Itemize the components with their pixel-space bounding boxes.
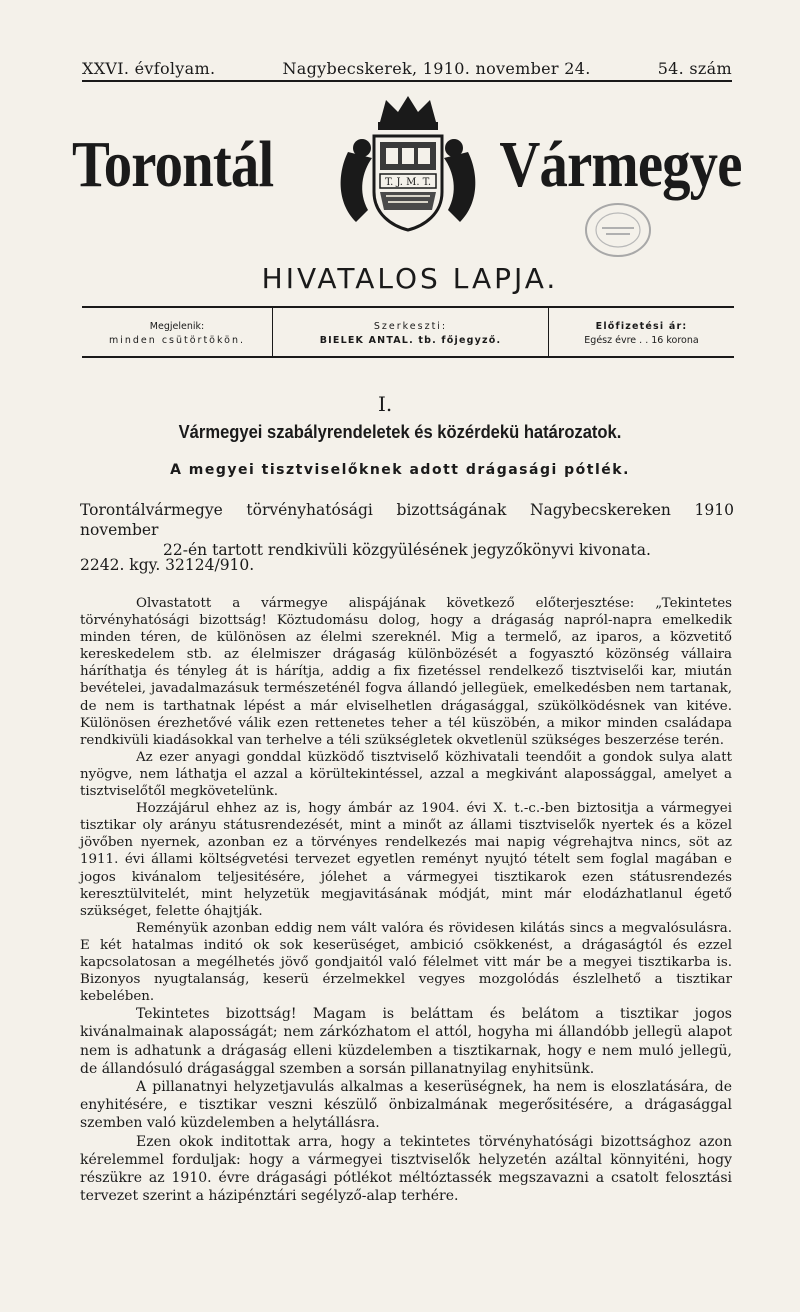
appears-column [82,308,272,356]
publication-info [82,306,734,358]
paragraph: Reményük azonban eddig nem vált valóra és rövidesen kilátás sincs a megvalósulásra. E két hatalmas inditó ok sok keserüséget, ambició csökkenést, a drágaságtól és ezzel kapcsolatosan a megélhetés jövő gondjaitól való félelmet vitt már be a megyei tisztikarba is. Bizonyos nyugtalanság, keserü érzelmekkel vegyes mozgolódás észlelhető a tisztikar kebelében. [80,920,732,1005]
header-line [82,54,732,82]
library-stamp-icon [582,200,654,260]
subscription-column [548,308,734,356]
place-date: Nagybecskerek, 1910. november 24. [282,59,591,78]
coat-of-arms-icon [328,92,488,232]
section-heading: Vármegyei szabályrendeletek és közérdekü határozatok. [178,422,622,442]
paragraph: Az ezer anyagi gonddal küzködő tisztviselő közhivatali teendőit a gondok sulya alatt nyögve, nem láthatja el azzal a körültekintéssel, azzal a megkivánt alapossággal, amelyet a tisztviselőtől megkövetelünk. [80,749,732,800]
appears-value: minden csütörtökön. [108,335,246,346]
paragraph: A pillanatnyi helyzetjavulás alkalmas a keserüségnek, ha nem is eloszlatására, de enyhitésére, e tisztikar veszni készülő önbizalmának megerősitésére, a drágasággal szemben való küzdelemben a helytállásra. [80,1079,732,1132]
volume-number: XXVI. évfolyam. [82,59,216,78]
editor-value: BIELEK ANTAL. tb. főjegyző. [319,335,502,346]
masthead-subtitle: HIVATALOS LAPJA. [261,262,559,295]
article-subheading: A megyei tisztviselőknek adott drágasági pótlék. [170,462,630,478]
intro-line-1: Torontálvármegye törvényhatósági bizottságának Nagybecskereken 1910 november [80,501,734,539]
editor-column [272,308,548,356]
editor-label: Szerkeszti: [373,321,448,332]
intro-text [80,500,734,560]
appears-label: Megjelenik: [149,321,205,332]
title-left: Torontál [72,128,274,201]
intro-line-2: 22-én tartott rendkivüli közgyülésének jegyzőkönyvi kivonata. [163,541,651,559]
reference-number: 2242. kgy. 32124/910. [80,556,255,574]
subscription-value: Egész évre . . 16 korona [584,335,699,346]
paragraph: Olvastatott a vármegye alispájának következő előterjesztése: „Tekintetes törvényhatósági bizottság! Köztudomásu dolog, hogy a drágaság napról-napra emelkedik minden téren, de különösen az élelmi szereknél. Mig a termelő, az iparos, a közvetitő kereskedelem stb. az élelmiszer drágaság különbözését a fogyasztó közönség vállaira háríthatja és tényleg át is hárítja, addig a fix fizetéssel rendelkező tisztviselői kar, miután bevételei, javadalmazásuk természeténél fogva állandó jellegüek, emelkedésben nem tartanak, de nem is tarthatnak lépést a már elviselhetlen drágasággal, szükölködésnek van kitéve. Különösen érezhetővé válik ezen rettenetes teher a tél küszöbén, a mikor minden családapa rendkivüli kiadásokkal van terhelve a téli szükségletek okvetlenül szükséges beszerzése terén. [80,596,732,748]
crest-label: T. J. M. T. [384,177,432,188]
paragraph: Hozzájárul ehhez az is, hogy ámbár az 1904. évi X. t.-c.-ben biztositja a vármegyei tisztikar oly arányu státusrendezését, mint a minőt az állami tisztviselők nyertek és a közel jövőben nyernek, azonban ez a törvényes rendelkezés mai napig végrehajtva nincs, söt az 1911. évi állami költségvetési tervezet egyetlen reményt nyujtó tételt sem foglal magában e jogos kivánalom teljesitésére, jólehet a vármegyei tisztikarok ezen státusrendezés keresztülvitelét, mint helyzetük megjavitásának módját, mint már elodázhatlanul égető szükséget, felette óhajtják. [80,801,732,919]
paragraph: Tekintetes bizottság! Magam is beláttam és belátom a tisztikar jogos kivánalmainak alaposságát; nem zárkózhatom el attól, hogyha mi állandóbb jellegü alapot nem is adhatunk a drágaság elleni küzdelemben a tisztikarnak, hogy e nem muló jellegü, de állandósuló drágasággal szemben a sorsán pillanatnyilag enyhitsünk. [80,1006,732,1077]
issue-number: 54. szám [657,59,732,78]
masthead [72,92,742,242]
paragraph: Ezen okok inditottak arra, hogy a tekintetes törvényhatósági bizottsághoz azon kérelemmel forduljak: hogy a vármegyei tisztviselők helyzetén azáltal könnyiténi, hogy részükre az 1910. évre drágasági pótlékot méltóztassék megszavazni a csatolt felosztási tervezet szerint a házipénztári segélyző-alap terhére. [80,1133,732,1205]
section-number: I. [378,392,393,416]
title-right: Vármegye [499,128,742,201]
article-body [80,595,732,1205]
subscription-label: Előfizetési ár: [595,321,688,332]
